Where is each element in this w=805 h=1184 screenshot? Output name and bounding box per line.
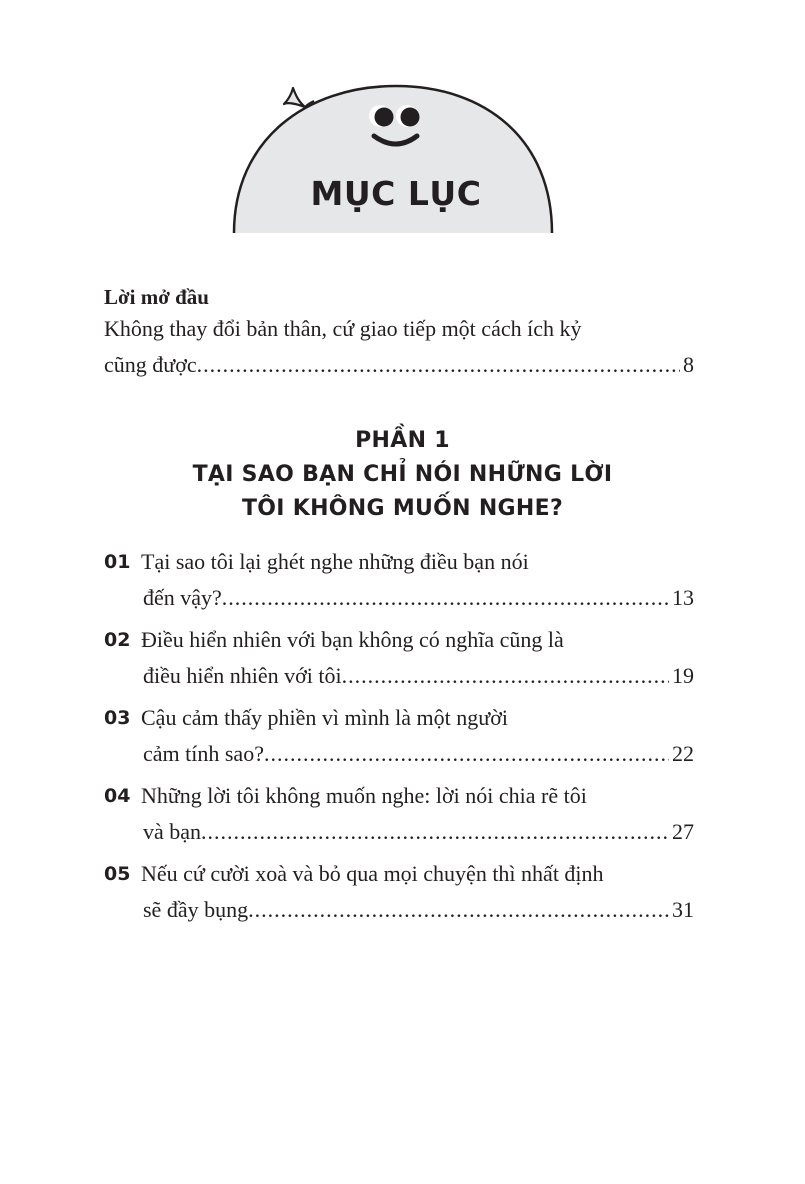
page-number: 27 [672, 819, 694, 844]
page-number: 22 [672, 741, 694, 766]
dot-leader [197, 347, 680, 383]
entry-number: 05 [104, 863, 131, 885]
dot-leader [201, 814, 669, 850]
toc-entry[interactable] [104, 544, 694, 616]
entry-number: 03 [104, 707, 131, 729]
entry-title-line1: Cậu cảm thấy phiền vì mình là một người [141, 705, 508, 730]
dot-leader [342, 658, 669, 694]
part-heading [0, 424, 805, 526]
toc-entry[interactable] [104, 778, 694, 850]
intro-heading: Lời mở đầu [104, 285, 209, 309]
intro-title-line2: cũng được [104, 352, 197, 377]
entry-title-line2: điều hiển nhiên với tôi [143, 663, 342, 688]
entry-number: 01 [104, 551, 131, 573]
toc-entry[interactable] [104, 622, 694, 694]
dot-leader [222, 580, 669, 616]
page-number: 8 [683, 352, 694, 377]
entry-title-line2: cảm tính sao? [143, 741, 264, 766]
page-number: 31 [672, 897, 694, 922]
part-title-line2: TÔI KHÔNG MUỐN NGHE? [241, 496, 564, 521]
part-title-line1: TẠI SAO BẠN CHỈ NÓI NHỮNG LỜI [192, 462, 613, 487]
intro-title-line1: Không thay đổi bản thân, cứ giao tiếp một cách ích kỷ [104, 316, 582, 341]
toc-header-bubble [226, 80, 566, 240]
page-number: 13 [672, 585, 694, 610]
page-number: 19 [672, 663, 694, 688]
smiling-speech-bubble-icon [226, 80, 566, 240]
toc-entry[interactable] [104, 700, 694, 772]
entry-title-line2: sẽ đầy bụng [143, 897, 249, 922]
entry-title-line1: Những lời tôi không muốn nghe: lời nói chia rẽ tôi [141, 783, 587, 808]
entry-title-line1: Điều hiển nhiên với bạn không có nghĩa cũng là [141, 627, 564, 652]
dot-leader [248, 892, 669, 928]
page-title: MỤC LỤC [310, 174, 482, 213]
intro-entry[interactable] [104, 347, 694, 383]
entry-title-line1: Nếu cứ cười xoà và bỏ qua mọi chuyện thì nhất định [141, 861, 604, 886]
intro-section [104, 283, 694, 383]
part-label: PHẦN 1 [355, 428, 450, 453]
entry-title-line2: đến vậy? [143, 585, 222, 610]
toc-entry[interactable] [104, 856, 694, 928]
entry-number: 04 [104, 785, 131, 807]
toc-entries [104, 544, 694, 934]
entry-number: 02 [104, 629, 131, 651]
entry-title-line1: Tại sao tôi lại ghét nghe những điều bạn nói [141, 549, 529, 574]
dot-leader [264, 736, 669, 772]
entry-title-line2: và bạn [143, 819, 202, 844]
